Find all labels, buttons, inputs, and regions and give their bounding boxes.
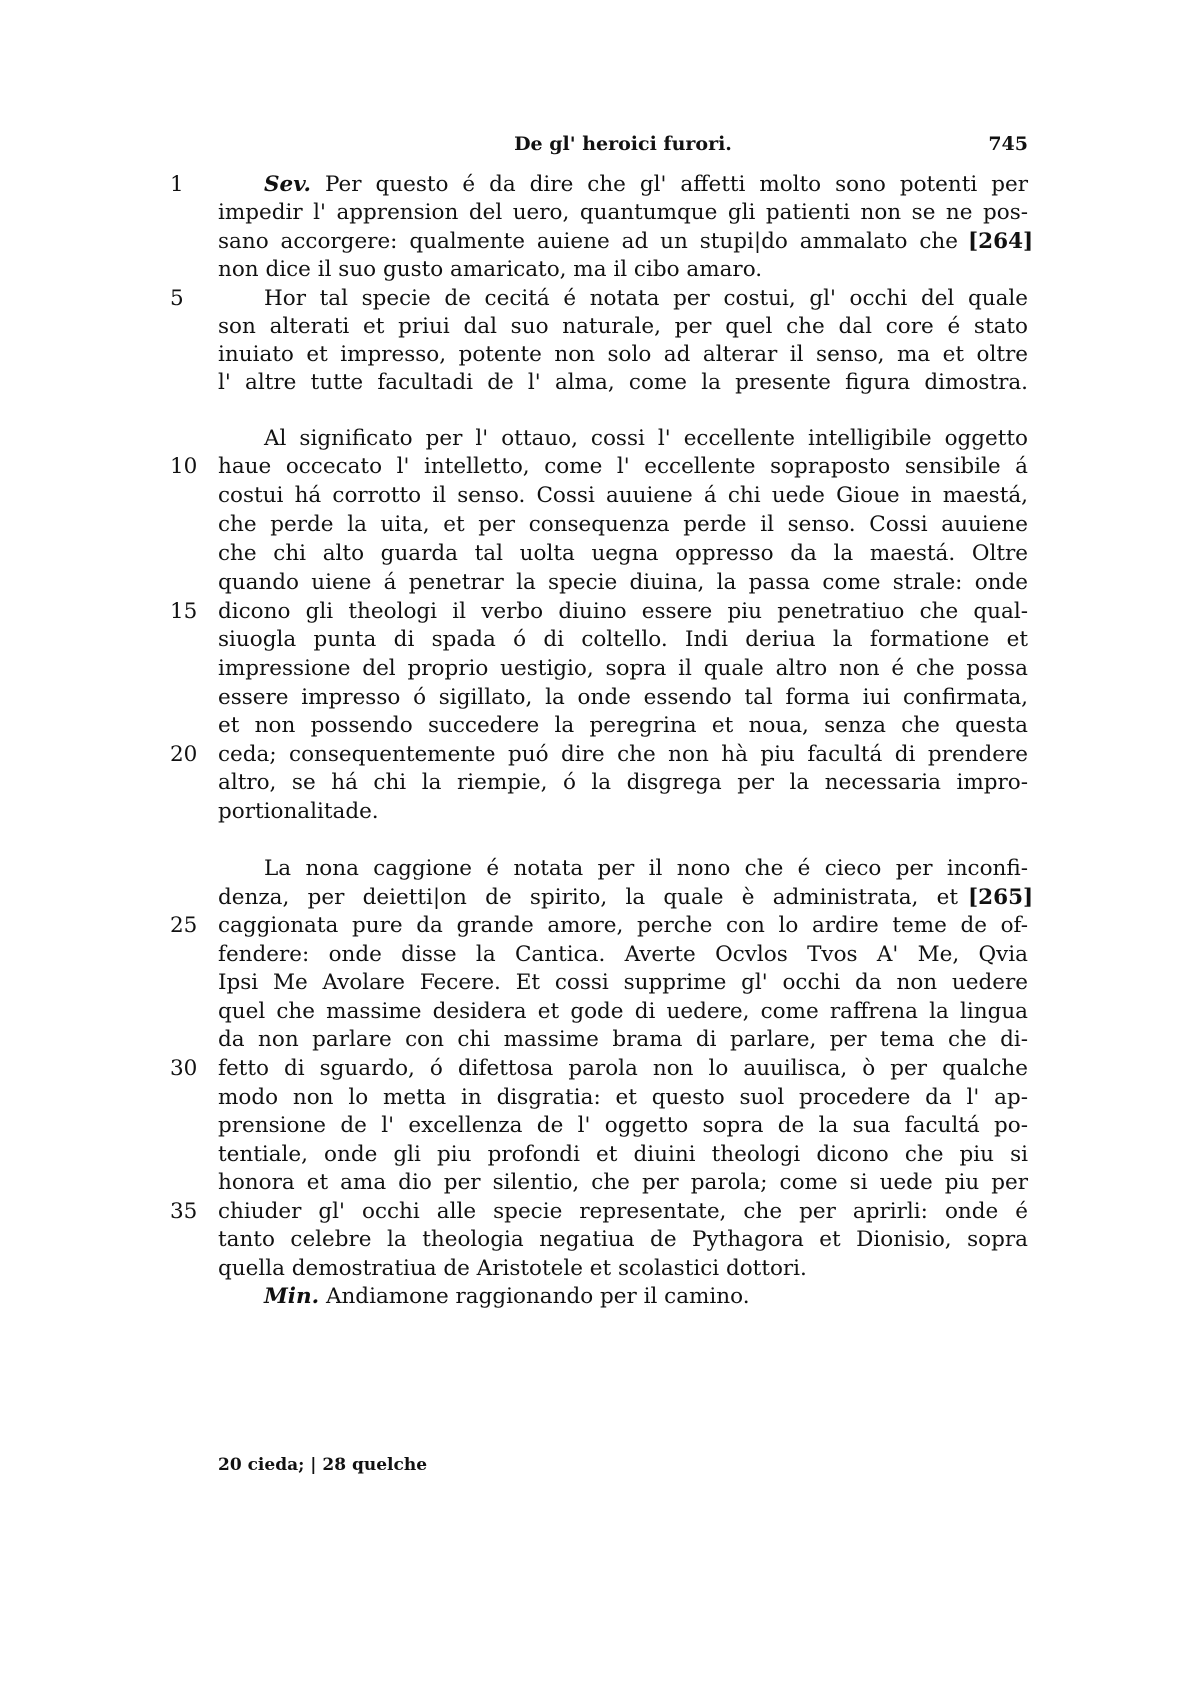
text-line: tanto celebre la theologia negatiua de Pythagora et Dionisio, sopra — [218, 1227, 1028, 1252]
line-number: 5 — [170, 286, 184, 311]
line-number: 25 — [170, 913, 198, 938]
text-line: prensione de l' excellenza de l' oggetto sopra de la sua facultá po- — [218, 1113, 1028, 1138]
line-number: 10 — [170, 454, 198, 479]
page-header — [218, 133, 1028, 163]
text-line: impressione del proprio uestigio, sopra il quale altro non é che possa — [218, 656, 1028, 681]
line-number: 20 — [170, 742, 198, 767]
marginal-page-ref: [264] — [968, 229, 1034, 254]
text-line: che chi alto guarda tal uolta uegna oppresso da la maestá. Oltre — [218, 541, 1028, 566]
text-line: honora et ama dio per silentio, che per parola; come si uede piu per — [218, 1170, 1028, 1195]
text-line: che perde la uita, et per consequenza perde il senso. Cossi auuiene — [218, 512, 1028, 537]
text-line: portionalitade. — [218, 799, 379, 824]
text-line: altro, se há chi la riempie, ó la disgrega per la necessaria impro- — [218, 770, 1028, 795]
page-number: 745 — [988, 133, 1028, 155]
text-line: Sev. Per questo é da dire che gl' affetti molto sono potenti per — [264, 172, 1028, 197]
text-line: Hor tal specie de cecitá é notata per costui, gl' occhi del quale — [264, 286, 1028, 311]
text-line: siuogla punta di spada ó di coltello. Indi deriua la formatione et — [218, 627, 1028, 652]
text-line: denza, per deietti|on de spirito, la quale è administrata, et — [218, 885, 958, 910]
text-line: non dice il suo gusto amaricato, ma il cibo amaro. — [218, 257, 763, 282]
footnote: 20 cieda; | 28 quelche — [218, 1455, 428, 1475]
text-line: quando uiene á penetrar la specie diuina, la passa come strale: onde — [218, 570, 1028, 595]
text-line: da non parlare con chi massime brama di parlare, per tema che di- — [218, 1027, 1028, 1052]
text-line: dicono gli theologi il verbo diuino essere piu penetratiuo che qual- — [218, 599, 1028, 624]
text-line: et non possendo succedere la peregrina et noua, senza che questa — [218, 713, 1028, 738]
text-line: quel che massime desidera et gode di uedere, come raffrena la lingua — [218, 999, 1028, 1024]
text-line: Min. Andiamone raggionando per il camino. — [264, 1284, 750, 1309]
text-line: tentiale, onde gli piu profondi et diuini theologi dicono che piu si — [218, 1142, 1028, 1167]
text-line: costui há corrotto il senso. Cossi auuiene á chi uede Gioue in maestá, — [218, 483, 1028, 508]
line-number: 1 — [170, 172, 184, 197]
text-line: chiuder gl' occhi alle specie representate, che per aprirli: onde é — [218, 1199, 1028, 1224]
text-line: impedir l' apprension del uero, quantumque gli patienti non se ne pos- — [218, 200, 1028, 225]
running-title: De gl' heroici furori. — [514, 133, 732, 155]
text-line: sano accorgere: qualmente auiene ad un stupi|do ammalato che — [218, 229, 958, 254]
text-line: l' altre tutte facultadi de l' alma, come la presente figura dimostra. — [218, 370, 1028, 395]
text-line: haue occecato l' intelletto, come l' eccellente sopraposto sensibile á — [218, 454, 1028, 479]
text-line: modo non lo metta in disgratia: et questo suol procedere da l' ap- — [218, 1085, 1028, 1110]
text-line: essere impresso ó sigillato, la onde essendo tal forma iui confirmata, — [218, 685, 1028, 710]
speaker-label: Sev. — [264, 172, 312, 197]
text-line: fendere: onde disse la Cantica. Averte Ocvlos Tvos A' Me, Qvia — [218, 942, 1028, 967]
text-line: inuiato et impresso, potente non solo ad alterar il senso, ma et oltre — [218, 342, 1028, 367]
text-line: ceda; consequentemente puó dire che non hà piu facultá di prendere — [218, 742, 1028, 767]
text-line: Al significato per l' ottauo, cossi l' eccellente intelligibile oggetto — [264, 426, 1028, 451]
line-number: 35 — [170, 1199, 198, 1224]
text-line: La nona caggione é notata per il nono che é cieco per inconfi- — [264, 856, 1028, 881]
line-number: 15 — [170, 599, 198, 624]
speaker-label: Min. — [264, 1284, 320, 1309]
marginal-page-ref: [265] — [968, 885, 1034, 910]
text-line: caggionata pure da grande amore, perche con lo ardire teme de of- — [218, 913, 1028, 938]
line-number: 30 — [170, 1056, 198, 1081]
text-line: quella demostratiua de Aristotele et scolastici dottori. — [218, 1256, 807, 1281]
text-line: Ipsi Me Avolare Fecere. Et cossi supprime gl' occhi da non uedere — [218, 970, 1028, 995]
text-line: fetto di sguardo, ó difettosa parola non lo auuilisca, ò per qualche — [218, 1056, 1028, 1081]
text-line: son alterati et priui dal suo naturale, per quel che dal core é stato — [218, 314, 1028, 339]
